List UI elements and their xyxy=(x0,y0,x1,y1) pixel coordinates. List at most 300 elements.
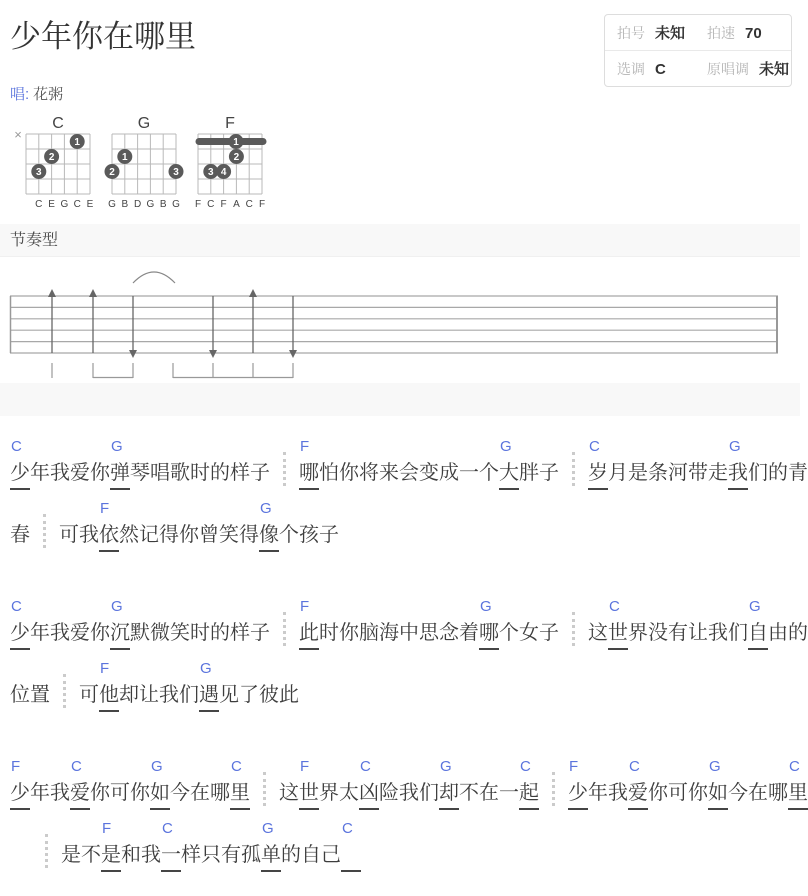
chord-label: C xyxy=(71,757,82,775)
lyric-char: 变 xyxy=(419,461,439,484)
string-note-label: C xyxy=(73,198,81,210)
lyric-row xyxy=(32,818,790,872)
lyric-char-cell xyxy=(201,818,221,872)
lyric-char: 哪 xyxy=(768,781,788,804)
lyric-char-cell xyxy=(499,436,519,490)
lyric-char-cell xyxy=(61,818,81,872)
lyric-char: 今 xyxy=(728,781,748,804)
lyric-char-cell xyxy=(628,596,648,650)
lyric-char: 个 xyxy=(499,621,519,644)
lyric-char: 今 xyxy=(170,781,190,804)
chord-label: G xyxy=(729,437,741,455)
phrase-divider xyxy=(45,834,48,868)
svg-text:2: 2 xyxy=(48,151,55,163)
lyric-phrase xyxy=(61,818,361,872)
svg-text:1: 1 xyxy=(122,151,128,163)
lyric-char: 笑 xyxy=(170,621,190,644)
chord-label: F xyxy=(300,597,310,615)
svg-text:1: 1 xyxy=(74,136,80,148)
lyric-char-cell xyxy=(141,818,161,872)
lyric-char: 少 xyxy=(10,780,30,810)
lyric-char: 的 xyxy=(210,461,230,484)
lyric-char: 子 xyxy=(250,621,270,644)
muted-string-icon: × xyxy=(14,126,22,142)
lyric-char: 年 xyxy=(30,781,50,804)
svg-text:4: 4 xyxy=(220,166,227,178)
chord-diagram-c xyxy=(10,114,96,212)
lyric-char-cell xyxy=(648,596,668,650)
lyric-char-cell xyxy=(139,658,159,712)
lyric-char-cell xyxy=(159,498,179,552)
lyric-phrase xyxy=(568,756,808,810)
lyric-char-cell xyxy=(768,596,788,650)
lyric-row xyxy=(10,498,790,552)
lyric-char-cell xyxy=(99,658,119,712)
chord-label: F xyxy=(100,499,110,517)
string-note-label: G xyxy=(60,198,69,210)
lyric-char: 笑 xyxy=(219,523,239,546)
lyric-char: 位 xyxy=(10,683,30,706)
lyric-char: 默 xyxy=(130,621,150,644)
lyric-char-cell xyxy=(239,658,259,712)
lyric-char: 自 xyxy=(748,620,768,650)
lyric-char-cell xyxy=(299,498,319,552)
lyric-phrase xyxy=(59,498,339,552)
lyric-char: 如 xyxy=(708,780,728,810)
lyric-char: 界 xyxy=(628,621,648,644)
lyric-char-cell xyxy=(110,436,130,490)
chord-label: G xyxy=(200,659,212,677)
selected-key-label: 选调 xyxy=(617,60,645,77)
lyric-char-cell xyxy=(339,596,359,650)
lyric-char: 在 xyxy=(190,781,210,804)
chord-label: C xyxy=(589,437,600,455)
lyric-char: 有 xyxy=(668,621,688,644)
lyric-char-cell xyxy=(748,756,768,810)
info-original-key xyxy=(707,58,789,79)
rhythm-pattern-staff xyxy=(0,257,800,383)
lyric-char: 爱 xyxy=(70,461,90,484)
chord-label: G xyxy=(749,597,761,615)
lyric-char-cell xyxy=(539,436,559,490)
lyric-char: 是 xyxy=(61,843,81,866)
lyric-char: 可 xyxy=(79,683,99,706)
lyric-char-cell xyxy=(70,756,90,810)
lyric-char-cell xyxy=(728,596,748,650)
lyric-char: 这 xyxy=(588,621,608,644)
lyric-char-cell xyxy=(150,756,170,810)
lyric-char-cell xyxy=(399,756,419,810)
lyric-row xyxy=(10,756,808,810)
lyric-char: 和 xyxy=(121,843,141,866)
lyric-char: 走 xyxy=(708,461,728,484)
lyric-char: 河 xyxy=(668,461,688,484)
lyric-char-cell xyxy=(110,596,130,650)
lyric-char-cell xyxy=(588,596,608,650)
info-row-1 xyxy=(605,15,791,50)
lyric-char-cell xyxy=(10,596,30,650)
lyric-char-cell xyxy=(668,596,688,650)
lyric-char: 一 xyxy=(499,781,519,804)
lyric-char: 我 xyxy=(50,781,70,804)
lyric-char-cell xyxy=(299,596,319,650)
lyric-char: 里 xyxy=(230,780,250,810)
lyric-char: 弹 xyxy=(110,460,130,490)
chord-label: C xyxy=(520,757,531,775)
lyric-char-cell xyxy=(479,756,499,810)
string-note-label: C xyxy=(35,198,43,210)
string-note-label: G xyxy=(146,198,155,210)
lyric-char-cell xyxy=(170,436,190,490)
lyric-char-cell xyxy=(219,498,239,552)
lyric-phrase xyxy=(299,596,559,650)
lyric-phrase xyxy=(299,436,559,490)
lyric-char-cell xyxy=(688,436,708,490)
lyric-char-cell xyxy=(150,436,170,490)
lyric-char-cell xyxy=(70,596,90,650)
lyric-char-cell xyxy=(668,756,688,810)
lyric-char-cell xyxy=(81,818,101,872)
string-note-label: G xyxy=(172,198,180,210)
lyric-char: 哪 xyxy=(299,460,319,490)
string-note-label: E xyxy=(86,198,94,210)
lyric-char: 在 xyxy=(479,781,499,804)
lyric-char-cell xyxy=(708,756,728,810)
chord-label: G xyxy=(260,499,272,517)
info-selected-key xyxy=(617,59,707,79)
chord-diagram-g xyxy=(96,114,182,212)
chord-name: G xyxy=(137,114,151,132)
lyric-char: 将 xyxy=(359,461,379,484)
chord-label: G xyxy=(111,437,123,455)
lyric-char: 可 xyxy=(668,781,688,804)
string-note-label: F xyxy=(258,198,266,210)
lyric-char-cell xyxy=(379,596,399,650)
lyric-char-cell xyxy=(399,596,419,650)
lyrics-section xyxy=(0,416,808,872)
lyric-char: 可 xyxy=(110,781,130,804)
lyric-char-cell xyxy=(299,756,319,810)
time-signature-label: 拍号 xyxy=(617,25,645,41)
svg-text:2: 2 xyxy=(233,151,240,163)
lyric-char-cell xyxy=(788,756,808,810)
lyric-char: 我 xyxy=(50,461,70,484)
lyric-char-cell xyxy=(239,498,259,552)
lyric-char-cell xyxy=(79,658,99,712)
lyric-char: 在 xyxy=(748,781,768,804)
lyric-char-cell xyxy=(250,436,270,490)
lyric-char: 时 xyxy=(190,461,210,484)
lyric-char-cell xyxy=(439,436,459,490)
lyric-char: 女 xyxy=(519,621,539,644)
lyric-char: 唱 xyxy=(150,461,170,484)
lyric-char: 的 xyxy=(210,621,230,644)
phrase-divider xyxy=(263,772,266,806)
lyric-char: 见 xyxy=(219,683,239,706)
lyric-char: 却 xyxy=(439,780,459,810)
lyric-char: 一 xyxy=(161,842,181,872)
lyric-char: 歌 xyxy=(170,461,190,484)
lyric-char: 爱 xyxy=(628,780,648,810)
lyric-char: 会 xyxy=(399,461,419,484)
lyric-char: 这 xyxy=(279,781,299,804)
lyric-char-cell xyxy=(130,436,150,490)
lyric-char-cell xyxy=(319,436,339,490)
lyric-char-cell xyxy=(190,436,210,490)
lyric-char: 们 xyxy=(419,781,439,804)
time-signature-value: 未知 xyxy=(655,25,686,42)
lyric-char-cell xyxy=(339,756,359,810)
lyric-phrase xyxy=(588,436,808,490)
lyric-char-cell xyxy=(379,436,399,490)
lyric-char: 得 xyxy=(159,523,179,546)
lyric-char-cell xyxy=(748,596,768,650)
info-time-signature xyxy=(617,22,707,43)
lyric-char-cell xyxy=(30,436,50,490)
lyric-char-cell xyxy=(519,436,539,490)
lyric-char: 的 xyxy=(281,843,301,866)
lyric-char-cell xyxy=(219,658,239,712)
lyric-char: 带 xyxy=(688,461,708,484)
phrase-divider xyxy=(43,514,46,548)
lyric-char: 月 xyxy=(608,461,628,484)
chord-label: F xyxy=(569,757,579,775)
lyric-char-cell xyxy=(50,596,70,650)
lyric-char: 曾 xyxy=(199,523,219,546)
lyric-char: 子 xyxy=(539,621,559,644)
lyric-char: 时 xyxy=(190,621,210,644)
lyric-char-cell xyxy=(90,756,110,810)
lyric-row xyxy=(10,658,790,712)
lyric-row xyxy=(10,436,808,490)
lyric-char: 我 xyxy=(50,621,70,644)
original-key-label: 原唱调 xyxy=(707,61,749,77)
phrase-divider xyxy=(572,612,575,646)
lyric-char-cell xyxy=(608,436,628,490)
chord-label: C xyxy=(11,597,22,615)
selected-key-value: C xyxy=(655,60,666,78)
lyric-char-cell xyxy=(319,756,339,810)
lyric-char: 此 xyxy=(299,620,319,650)
lyric-char: 你 xyxy=(648,781,668,804)
lyric-char: 思 xyxy=(419,621,439,644)
lyric-char-cell xyxy=(319,596,339,650)
lyric-char: 爱 xyxy=(70,621,90,644)
chord-label: F xyxy=(300,437,310,455)
lyric-char: 年 xyxy=(30,461,50,484)
lyric-phrase xyxy=(10,658,50,712)
string-note-label: G xyxy=(108,198,116,210)
chord-label: F xyxy=(100,659,110,677)
lyric-char: 怕 xyxy=(319,461,339,484)
lyric-char-cell xyxy=(10,658,30,712)
lyric-char: 们 xyxy=(728,621,748,644)
lyric-char: 们 xyxy=(179,683,199,706)
lyric-char: 念 xyxy=(439,621,459,644)
chord-label: F xyxy=(102,819,112,837)
lyric-char-cell xyxy=(279,756,299,810)
lyric-char: 我 xyxy=(399,781,419,804)
lyric-char: 像 xyxy=(259,522,279,552)
section-divider-band xyxy=(0,383,800,416)
lyric-char-cell xyxy=(301,818,321,872)
lyric-char-cell xyxy=(259,498,279,552)
lyric-char-cell xyxy=(299,436,319,490)
lyric-char-cell xyxy=(459,436,479,490)
lyric-char: 时 xyxy=(319,621,339,644)
lyric-char: 世 xyxy=(608,620,628,650)
lyric-char: 孩 xyxy=(299,523,319,546)
phrase-divider xyxy=(283,452,286,486)
song-info-box xyxy=(604,14,792,87)
lyric-char: 哪 xyxy=(210,781,230,804)
chord-label: F xyxy=(11,757,21,775)
chord-label: C xyxy=(342,819,353,837)
lyric-char: 沉 xyxy=(110,620,130,650)
lyric-char: 你 xyxy=(90,781,110,804)
lyric-char: 太 xyxy=(339,781,359,804)
chord-label: C xyxy=(609,597,620,615)
lyric-block xyxy=(10,596,808,712)
lyric-char-cell xyxy=(568,756,588,810)
lyric-char-cell xyxy=(588,436,608,490)
lyric-char: 少 xyxy=(568,780,588,810)
lyric-char: 青 xyxy=(788,461,808,484)
lyric-char: 如 xyxy=(150,780,170,810)
lyric-char-cell xyxy=(419,596,439,650)
lyric-char: 记 xyxy=(139,523,159,546)
lyric-char-cell xyxy=(459,596,479,650)
lyric-char-cell xyxy=(399,436,419,490)
lyric-char-cell xyxy=(459,756,479,810)
lyric-char-cell xyxy=(230,756,250,810)
lyric-char: 胖 xyxy=(519,461,539,484)
svg-text:3: 3 xyxy=(173,166,179,178)
lyric-char-cell xyxy=(539,596,559,650)
lyric-char-cell xyxy=(339,436,359,490)
lyric-char-cell xyxy=(130,596,150,650)
lyric-char-cell xyxy=(110,756,130,810)
chord-label: G xyxy=(262,819,274,837)
lyric-char: 你 xyxy=(339,461,359,484)
lyric-char-cell xyxy=(359,436,379,490)
tempo-value: 70 xyxy=(745,24,762,42)
lyric-char-cell xyxy=(768,756,788,810)
lyric-char: 世 xyxy=(299,780,319,810)
lyric-char: 可 xyxy=(59,523,79,546)
lyric-phrase xyxy=(10,436,270,490)
lyric-char: 我 xyxy=(159,683,179,706)
lyric-char-cell xyxy=(199,498,219,552)
lyric-char: 险 xyxy=(379,781,399,804)
lyric-row xyxy=(10,596,808,650)
lyric-char-cell xyxy=(688,596,708,650)
lyric-char-cell xyxy=(10,756,30,810)
svg-text:3: 3 xyxy=(208,166,214,178)
chord-diagrams xyxy=(10,114,790,212)
chord-diagram-f xyxy=(182,114,268,212)
lyric-char-cell xyxy=(210,756,230,810)
lyric-char: 单 xyxy=(261,842,281,872)
lyric-char-cell xyxy=(241,818,261,872)
lyric-char: 哪 xyxy=(479,620,499,650)
singer-name: 花粥 xyxy=(33,85,64,103)
lyric-char: 不 xyxy=(459,781,479,804)
lyric-char: 只 xyxy=(201,843,221,866)
lyric-char: 爱 xyxy=(70,780,90,810)
lyric-char-cell xyxy=(728,436,748,490)
chord-name: C xyxy=(52,114,64,132)
lyric-char: 个 xyxy=(279,523,299,546)
lyric-char-cell xyxy=(79,498,99,552)
lyric-char-cell xyxy=(341,818,361,872)
lyric-char-cell xyxy=(130,756,150,810)
lyric-char: 春 xyxy=(10,523,30,546)
lyric-char: 条 xyxy=(648,461,668,484)
chord-label: G xyxy=(151,757,163,775)
lyric-char-cell xyxy=(479,596,499,650)
lyric-char-cell xyxy=(319,498,339,552)
lyric-char xyxy=(341,842,361,872)
chord-label: C xyxy=(629,757,640,775)
lyric-char-cell xyxy=(210,596,230,650)
lyric-char-cell xyxy=(119,658,139,712)
lyric-char-cell xyxy=(221,818,241,872)
lyric-char: 起 xyxy=(519,780,539,810)
lyric-char: 大 xyxy=(499,460,519,490)
lyric-phrase xyxy=(10,756,250,810)
chord-label: G xyxy=(480,597,492,615)
lyric-char-cell xyxy=(101,818,121,872)
lyric-char-cell xyxy=(628,436,648,490)
chord-label: G xyxy=(111,597,123,615)
lyric-char-cell xyxy=(210,436,230,490)
lyric-char-cell xyxy=(419,756,439,810)
lyric-char: 海 xyxy=(379,621,399,644)
lyric-phrase xyxy=(279,756,539,810)
lyric-char-cell xyxy=(728,756,748,810)
lyric-char: 己 xyxy=(321,843,341,866)
info-tempo xyxy=(707,23,762,43)
lyric-char-cell xyxy=(748,436,768,490)
string-note-label: C xyxy=(245,198,253,210)
lyric-char-cell xyxy=(281,818,301,872)
svg-text:3: 3 xyxy=(36,166,42,178)
lyric-char-cell xyxy=(170,756,190,810)
lyric-char-cell xyxy=(708,436,728,490)
lyric-char-cell xyxy=(30,756,50,810)
info-row-2 xyxy=(605,50,791,86)
lyric-char-cell xyxy=(190,596,210,650)
chord-label: G xyxy=(440,757,452,775)
lyric-char-cell xyxy=(230,596,250,650)
lyric-char: 我 xyxy=(728,460,748,490)
lyric-char: 里 xyxy=(788,780,808,810)
lyric-block xyxy=(10,436,808,552)
lyric-char-cell xyxy=(379,756,399,810)
lyric-char-cell xyxy=(159,658,179,712)
chord-label: F xyxy=(300,757,310,775)
lyric-char-cell xyxy=(139,498,159,552)
lyric-phrase xyxy=(10,596,270,650)
lyric-char: 琴 xyxy=(130,461,150,484)
lyric-char: 微 xyxy=(150,621,170,644)
lyric-char-cell xyxy=(10,498,30,552)
lyric-phrase xyxy=(79,658,299,712)
lyric-char-cell xyxy=(99,498,119,552)
lyric-char-cell xyxy=(179,658,199,712)
chord-label: C xyxy=(162,819,173,837)
